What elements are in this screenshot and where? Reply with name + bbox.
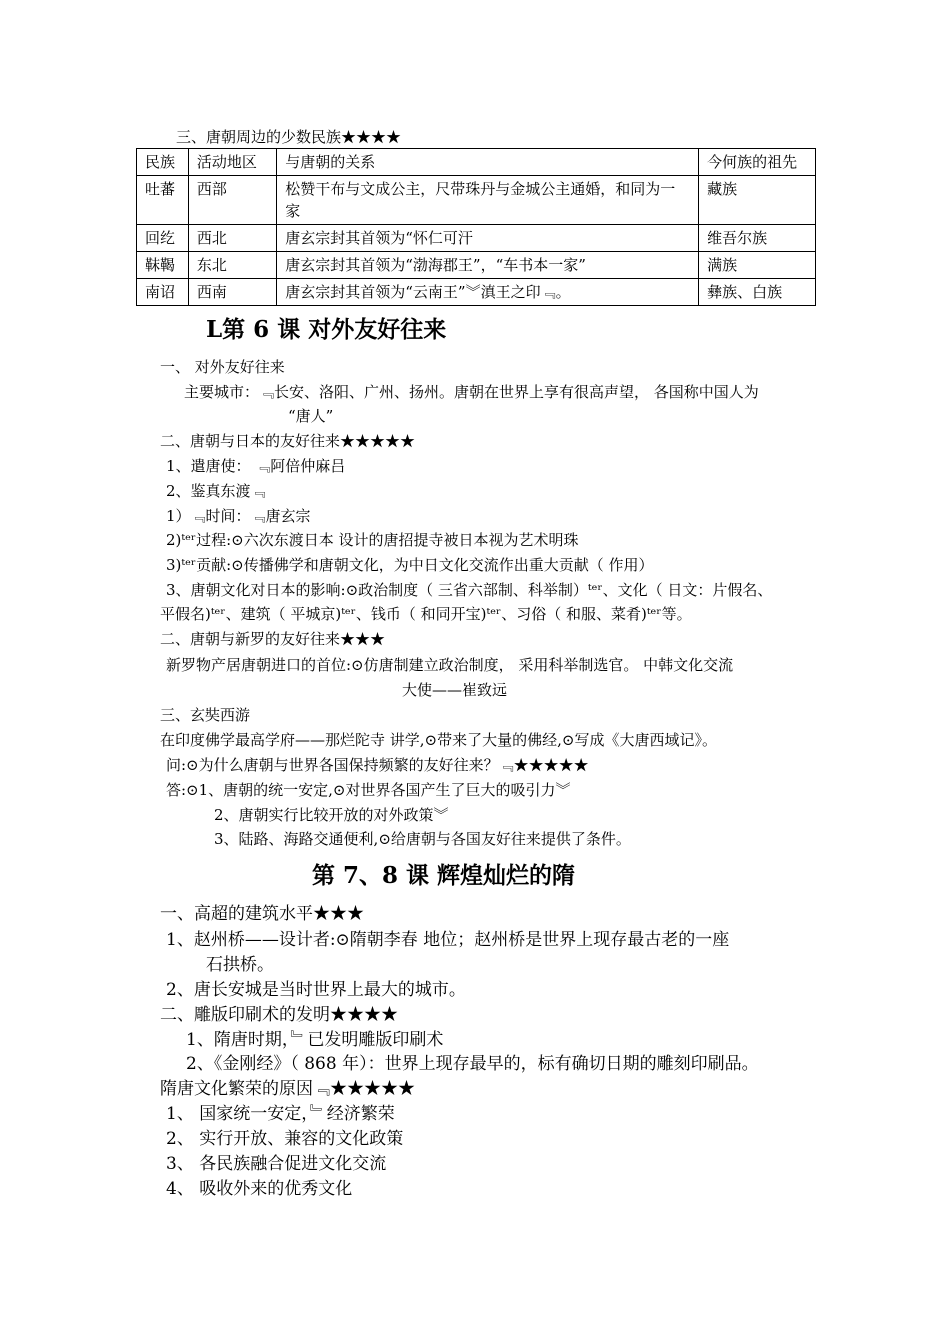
text-line: 石拱桥。 <box>206 955 274 975</box>
text-line: 一、 对外友好往来 <box>160 358 285 376</box>
text-line: 答:⊙1、唐朝的统一安定,⊙对世界各国产生了巨大的吸引力︾ <box>166 781 571 799</box>
text-line: 隋唐文化繁荣的原因﹃★★★★★ <box>160 1079 415 1099</box>
text-line: 一、高超的建筑水平★★★ <box>160 904 364 924</box>
text-line: 2、鉴真东渡﹃ <box>166 482 266 500</box>
text-line: 二、雕版印刷术的发明★★★★ <box>160 1005 398 1025</box>
table-row <box>137 279 816 306</box>
text-line: 三、玄奘西游 <box>160 706 251 724</box>
text-line: 平假名)ᵗᵉʳ、建筑（ 平城京)ᵗᵉʳ、钱币（ 和同开宝)ᵗᵉʳ、习俗（ 和服、菜肴)ᵗᵉʳ等。 <box>160 605 692 623</box>
text-line: 2、《金刚经》（ 868 年）：世界上现存最早的，标有确切日期的雕刻印刷品。 <box>186 1054 759 1074</box>
table-cell: 南诏 <box>137 279 189 306</box>
table-row <box>137 176 816 225</box>
table-cell: 藏族 <box>699 176 816 225</box>
text-line: 1、遣唐使： ﹃阿倍仲麻吕 <box>166 457 346 475</box>
table-cell: 彝族、白族 <box>699 279 816 306</box>
text-line: 2、唐朝实行比较开放的对外政策︾ <box>214 806 449 824</box>
table-cell: 唐玄宗封其首领为“怀仁可汗 <box>277 225 699 252</box>
table-row <box>137 225 816 252</box>
section-heading-minorities: 三、唐朝周边的少数民族★★★★ <box>176 128 402 146</box>
table-header-cell: 今何族的祖先 <box>699 149 816 176</box>
table-cell: 满族 <box>699 252 816 279</box>
table-cell: 东北 <box>188 252 276 279</box>
text-line: 2、唐长安城是当时世界上最大的城市。 <box>166 980 466 1000</box>
text-line: “唐人” <box>288 407 334 425</box>
text-line: 大使——崔致远 <box>402 681 508 699</box>
table-cell: 唐玄宗封其首领为“云南王”︾滇王之印﹃。 <box>277 279 699 306</box>
table-cell: 唐玄宗封其首领为“渤海郡王”，“车书本一家” <box>277 252 699 279</box>
text-line: 在印度佛学最高学府——那烂陀寺 讲学,⊙带来了大量的佛经,⊙写成《大唐西域记》。 <box>160 731 717 749</box>
text-line: 新罗物产居唐朝进口的首位:⊙仿唐制建立政治制度， 采用科举制选官。 中韩文化交流 <box>166 656 734 674</box>
table-cell: 吐蕃 <box>137 176 189 225</box>
table-cell: 靺鞨 <box>137 252 189 279</box>
table-header-cell: 与唐朝的关系 <box>277 149 699 176</box>
table-row <box>137 252 816 279</box>
text-line: 3、 各民族融合促进文化交流 <box>166 1154 387 1174</box>
table-cell: 维吾尔族 <box>699 225 816 252</box>
table-cell: 西南 <box>188 279 276 306</box>
text-line: 2)ᵗᵉʳ过程:⊙六次东渡日本 设计的唐招提寺被日本视为艺术明珠 <box>166 531 579 549</box>
text-line: 3、唐朝文化对日本的影响:⊙政治制度（ 三省六部制、科举制）ᵗᵉʳ、文化（ 日文：片假名、 <box>166 581 773 599</box>
text-line: 3、陆路、海路交通便利,⊙给唐朝与各国友好往来提供了条件。 <box>214 830 631 848</box>
lesson6-title: L第 6 课 对外友好往来 <box>206 316 447 343</box>
text-line: 问:⊙为什么唐朝与世界各国保持频繁的友好往来？﹃★★★★★ <box>166 756 589 774</box>
table-header-cell: 活动地区 <box>188 149 276 176</box>
table-cell: 西部 <box>188 176 276 225</box>
text-line: 3)ᵗᵉʳ贡献:⊙传播佛学和唐朝文化，为中日文化交流作出重大贡献（ 作用） <box>166 556 654 574</box>
text-line: 1、 国家统一安定，﹄经济繁荣 <box>166 1104 395 1124</box>
text-line: 1）﹃时间：﹃唐玄宗 <box>166 507 311 525</box>
text-line: 二、唐朝与日本的友好往来★★★★★ <box>160 432 416 450</box>
table-cell: 回纥 <box>137 225 189 252</box>
lesson78-title: 第 7、8 课 辉煌灿烂的隋 <box>312 862 576 889</box>
text-line: 主要城市：﹃长安、洛阳、广州、扬州。唐朝在世界上享有很高声望， 各国称中国人为 <box>184 383 759 401</box>
text-line: 1、隋唐时期，﹄已发明雕版印刷术 <box>186 1030 444 1050</box>
minorities-table <box>136 148 816 306</box>
text-line: 4、 吸收外来的优秀文化 <box>166 1179 353 1199</box>
table-cell: 松赞干布与文成公主，尺带珠丹与金城公主通婚，和同为一家 <box>277 176 699 225</box>
text-line: 1、赵州桥——设计者:⊙隋朝李春 地位；赵州桥是世界上现存最古老的一座 <box>166 930 730 950</box>
text-line: 2、 实行开放、兼容的文化政策 <box>166 1129 404 1149</box>
table-header-cell: 民族 <box>137 149 189 176</box>
table-header-row <box>137 149 816 176</box>
text-line: 二、唐朝与新罗的友好往来★★★ <box>160 630 386 648</box>
table-cell: 西北 <box>188 225 276 252</box>
